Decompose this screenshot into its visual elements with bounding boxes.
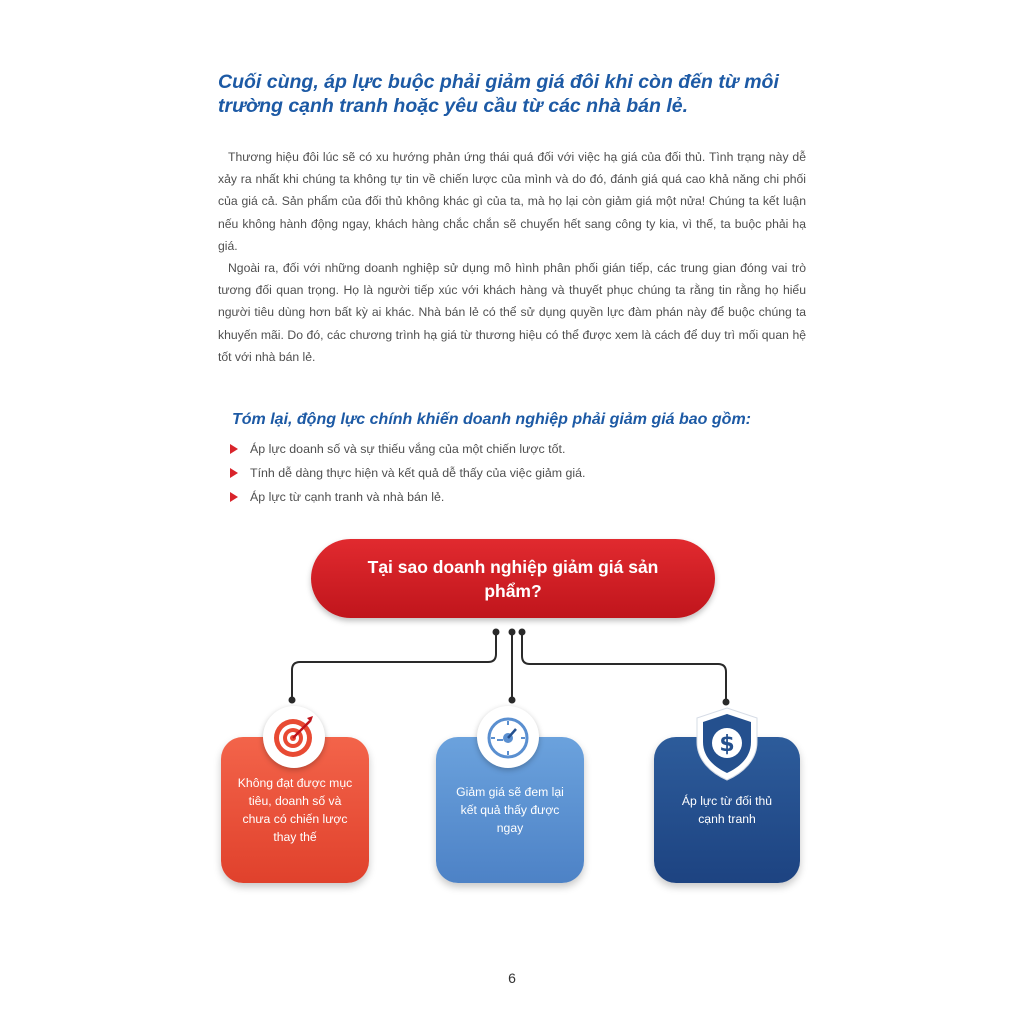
question-text: Tại sao doanh nghiệp giảm giá sản phẩm? xyxy=(367,556,659,601)
shield-dollar-icon xyxy=(693,706,761,787)
card-label: Không đạt được mục tiêu, doanh số và chưa có chiến lược thay thế xyxy=(237,776,353,844)
page-number: 6 xyxy=(508,970,516,986)
stopwatch-icon xyxy=(477,706,539,768)
bullet-text: Áp lực từ cạnh tranh và nhà bán lẻ. xyxy=(250,490,445,504)
section-heading: Cuối cùng, áp lực buộc phải giảm giá đôi khi còn đến từ môi trường cạnh tranh hoặc yêu cầu từ các nhà bán lẻ. xyxy=(218,71,779,117)
target-icon xyxy=(263,706,325,768)
paragraph: Thương hiệu đôi lúc sẽ có xu hướng phản ứng thái quá đối với việc hạ giá của đối thủ. Tình trạng này dễ xảy ra nhất khi chúng ta không tự tin về chiến lược của mình và do đó, đánh giá quá cao khả năng chi phối của giá cả. Sản phẩm của đối thủ không khác gì của ta, mà họ lại còn giảm giá một nửa! Chúng ta kết luận nếu không hành động ngay, khách hàng chắc chắn sẽ chuyển hết sang công ty kia, vì thế, ta buộc phải hạ giá. xyxy=(218,150,806,253)
bullet-text: Tính dễ dàng thực hiện và kết quả dễ thấy của việc giảm giá. xyxy=(250,466,586,480)
card-label: Giảm giá sẽ đem lại kết quả thấy được ngay xyxy=(456,785,564,835)
svg-text:$: $ xyxy=(719,732,735,757)
paragraph: Ngoài ra, đối với những doanh nghiệp sử dụng mô hình phân phối gián tiếp, các trung gian đóng vai trò tương đối quan trọng. Họ là người tiếp xúc với khách hàng và thuyết phục chúng ta rằng tin rằng họ hiểu người tiêu dùng hơn bất kỳ ai khác. Nhà bán lẻ có thể sử dụng quyền lực đàm phán này để buộc chúng ta khuyến mãi. Do đó, các chương trình hạ giá từ thương hiệu có thể được xem là cách để duy trì mối quan hệ tốt với nhà bán lẻ. xyxy=(218,261,806,364)
summary-heading: Tóm lại, động lực chính khiến doanh nghiệp phải giảm giá bao gồm: xyxy=(232,411,751,428)
bullet-text: Áp lực doanh số và sự thiếu vắng của một chiến lược tốt. xyxy=(250,442,566,456)
card-label: Áp lực từ đối thủ cạnh tranh xyxy=(681,794,773,826)
